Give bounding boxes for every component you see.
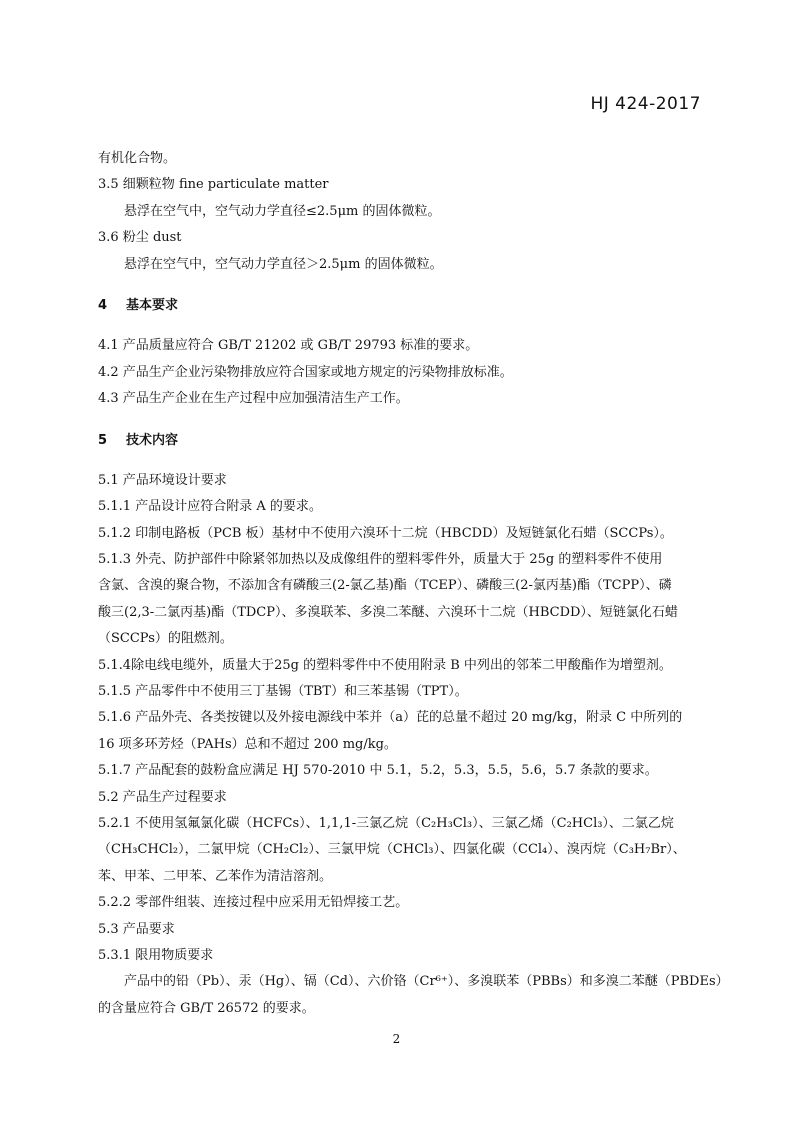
clause-5-1-2: 5.1.2 印制电路板（PCB 板）基材中不使用六溴环十二烷（HBCDD）及短链氯化石蜡（SCCPs）。 [98, 525, 673, 541]
clause-5-3-1: 5.3.1 限用物质要求 [98, 947, 214, 963]
clause-4-2: 4.2 产品生产企业污染物排放应符合国家或地方规定的污染物排放标准。 [98, 364, 513, 380]
section-title: 基本要求 [126, 297, 179, 313]
clause-5-1-3-cont: （SCCPs）的阻燃剂。 [98, 631, 233, 647]
clause-5-1-3-cont: 酸三(2,3-二氯丙基)酯（TDCP）、多溴联苯、多溴二苯醚、六溴环十二烷（HBCDD）、短链氯化石蜡 [98, 604, 678, 620]
section-number: 5 [98, 432, 108, 448]
clause-5-2: 5.2 产品生产过程要求 [98, 789, 227, 805]
clause-5-1-1: 5.1.1 产品设计应符合附录 A 的要求。 [98, 499, 322, 515]
clause-4-3: 4.3 产品生产企业在生产过程中应加强清洁生产工作。 [98, 391, 409, 407]
clause-3-6: 3.6 粉尘 dust [98, 230, 182, 246]
clause-5-1: 5.1 产品环境设计要求 [98, 472, 227, 488]
document-code: HJ 424-2017 [590, 94, 701, 114]
clause-3-6-definition: 悬浮在空气中，空气动力学直径＞2.5μm 的固体微粒。 [124, 256, 443, 272]
clause-5-1-6: 5.1.6 产品外壳、各类按键以及外接电源线中苯并（a）芘的总量不超过 20 mg/kg，附录 C 中所列的 [98, 710, 683, 726]
clause-5-2-1-cont: （CH₃CHCl₂），二氯甲烷（CH₂Cl₂）、三氯甲烷（CHCl₃）、四氯化碳（CCl₄）、溴丙烷（C₃H₇Br）、 [98, 842, 686, 858]
section-number: 4 [98, 297, 108, 313]
clause-5-3-1-text: 产品中的铅（Pb）、汞（Hg）、镉（Cd）、六价铬（Cr⁶⁺）、多溴联苯（PBBs）和多溴二苯醚（PBDEs） [124, 974, 729, 990]
clause-5-1-7: 5.1.7 产品配套的鼓粉盒应满足 HJ 570-2010 中 5.1，5.2，5.3，5.5，5.6，5.7 条款的要求。 [98, 763, 658, 779]
clause-5-1-3-cont: 含氯、含溴的聚合物，不添加含有磷酸三(2-氯乙基)酯（TCEP）、磷酸三(2-氯丙基)酯（TCPP）、磷 [98, 578, 672, 594]
clause-5-1-4: 5.1.4除电线电缆外，质量大于25g 的塑料零件中不使用附录 B 中列出的邻苯二甲酸酯作为增塑剂。 [98, 657, 672, 673]
clause-5-2-1-cont: 苯、甲苯、二甲苯、乙苯作为清洁溶剂。 [98, 868, 333, 884]
section-heading-4 [98, 293, 703, 319]
paragraph-line: 有机化合物。 [98, 151, 177, 166]
section-title: 技术内容 [126, 432, 179, 448]
page-number: 2 [392, 1032, 401, 1046]
clause-5-1-5: 5.1.5 产品零件中不使用三丁基锡（TBT）和三苯基锡（TPT）。 [98, 684, 468, 700]
clause-4-1: 4.1 产品质量应符合 GB/T 21202 或 GB/T 29793 标准的要求。 [98, 338, 479, 354]
clause-3-5: 3.5 细颗粒物 fine particulate matter [98, 177, 329, 193]
clause-5-2-2: 5.2.2 零部件组装、连接过程中应采用无铅焊接工艺。 [98, 895, 409, 911]
clause-5-2-1: 5.2.1 不使用氢氟氯化碳（HCFCs）、1,1,1-三氯乙烷（C₂H₃Cl₃）、三氯乙烯（C₂HCl₃）、二氯乙烷 [98, 815, 674, 831]
clause-5-3-1-text-cont: 的含量应符合 GB/T 26572 的要求。 [98, 1000, 315, 1016]
clause-5-1-3: 5.1.3 外壳、防护部件中除紧邻加热以及成像组件的塑料零件外，质量大于 25g 的塑料零件不使用 [98, 552, 663, 568]
clause-5-1-6-cont: 16 项多环芳烃（PAHs）总和不超过 200 mg/kg。 [98, 736, 397, 752]
section-heading-5 [98, 428, 703, 454]
document-body [98, 146, 729, 1022]
clause-3-5-definition: 悬浮在空气中，空气动力学直径≤2.5μm 的固体微粒。 [124, 203, 441, 219]
clause-5-3: 5.3 产品要求 [98, 921, 175, 937]
